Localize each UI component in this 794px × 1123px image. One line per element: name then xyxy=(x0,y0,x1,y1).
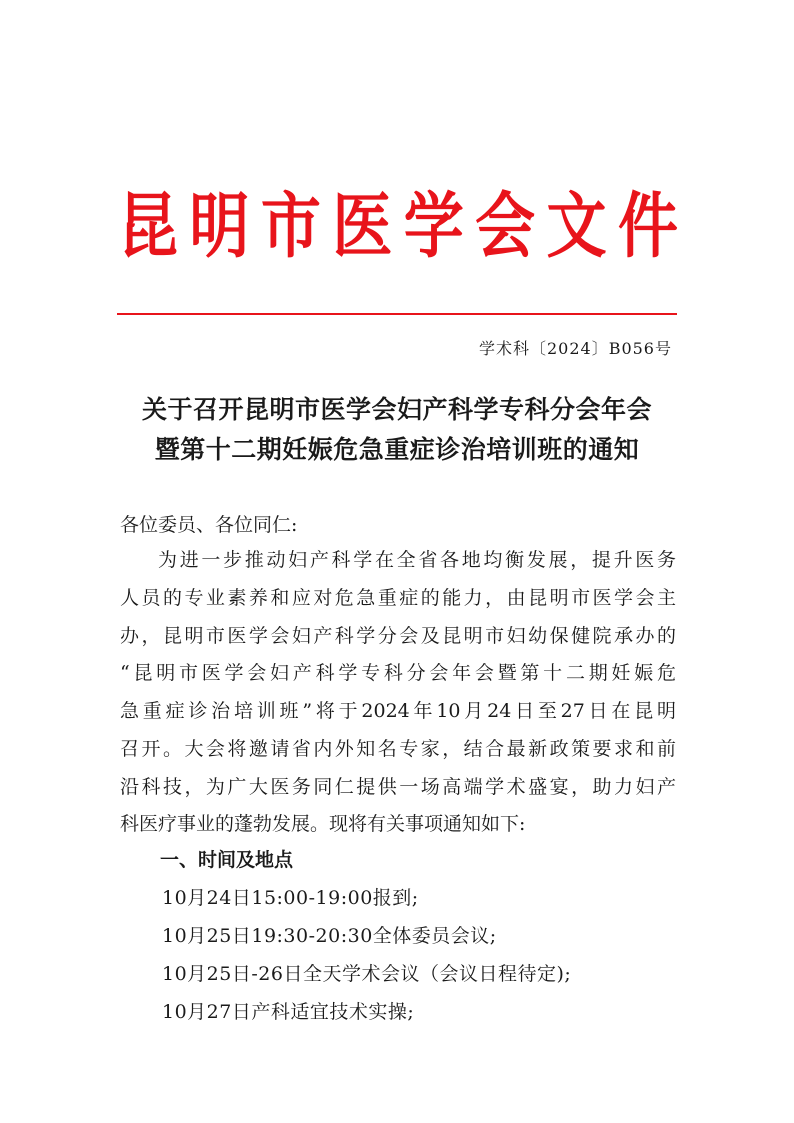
schedule-item: 10月24日15:00-19:00报到; xyxy=(162,887,419,909)
salutation: 各位委员、各位同仁: xyxy=(120,514,298,536)
body-line: 办，昆明市医学会妇产科学分会及昆明市妇幼保健院承办的 xyxy=(120,625,676,647)
header-char: 市 xyxy=(260,185,321,269)
body-line: 科医疗事业的蓬勃发展。现将有关事项通知如下: xyxy=(120,813,526,835)
body-line: 人员的专业素养和应对危急重症的能力，由昆明市医学会主 xyxy=(120,587,676,609)
body-line: 急重症诊治培训班”将于2024年10月24日至27日在昆明 xyxy=(120,700,676,722)
header-char: 件 xyxy=(617,185,678,269)
body-line: “昆明市医学会妇产科学专科分会年会暨第十二期妊娠危 xyxy=(120,662,676,684)
header-char: 昆 xyxy=(118,185,178,269)
body-line: 召开。大会将邀请省内外知名专家，结合最新政策要求和前 xyxy=(120,738,676,760)
header-char: 会 xyxy=(475,185,536,269)
notice-title-line-2: 暨第十二期妊娠危急重症诊治培训班的通知 xyxy=(154,435,640,464)
header-char: 医 xyxy=(332,185,393,269)
document-number: 学术科〔2024〕B056号 xyxy=(478,339,672,358)
body-line: 为进一步推动妇产科学在全省各地均衡发展，提升医务 xyxy=(158,549,676,571)
schedule-item: 10月25日19:30-20:30全体委员会议; xyxy=(162,925,497,947)
header-divider xyxy=(117,313,677,315)
header-char: 文 xyxy=(546,185,607,269)
body-line: 沿科技，为广大医务同仁提供一场高端学术盛宴，助力妇产 xyxy=(120,776,676,798)
schedule-item: 10月25日-26日全天学术会议（会议日程待定); xyxy=(162,963,572,985)
schedule-item: 10月27日产科适宜技术实操; xyxy=(162,1001,415,1023)
notice-title-line-1: 关于召开昆明市医学会妇产科学专科分会年会 xyxy=(141,395,652,424)
document-header-title xyxy=(118,182,678,272)
header-char: 学 xyxy=(403,185,464,269)
header-char: 明 xyxy=(189,185,250,269)
section-heading-time-location: 一、时间及地点 xyxy=(160,849,294,871)
